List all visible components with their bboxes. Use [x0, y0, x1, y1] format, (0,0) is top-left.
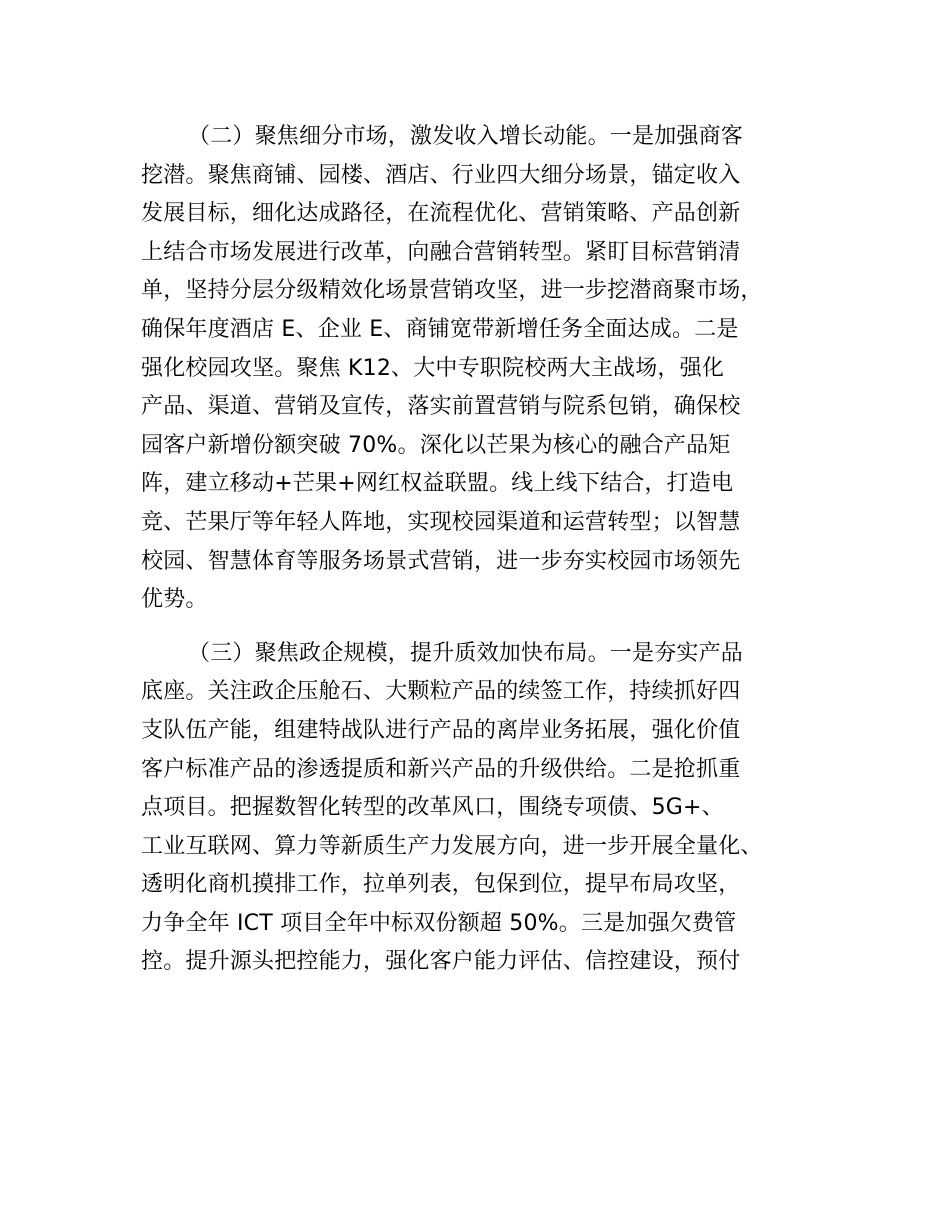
- text-line: 校园、智慧体育等服务场景式营销，进一步夯实校园市场领先: [141, 548, 741, 574]
- paragraph-spacer: [141, 620, 831, 635]
- text-line: 透明化商机摸排工作，拉单列表，包保到位，提早布局攻坚，: [141, 872, 741, 898]
- text-line: 控。提升源头把控能力，强化客户能力评估、信控建设，预付: [141, 949, 741, 975]
- text-line: 支队伍产能，组建特战队进行产品的离岸业务拓展，强化价值: [141, 717, 741, 743]
- text-line: 单，坚持分层分级精效化场景营销攻坚，进一步挖潜商聚市场，: [141, 278, 763, 304]
- text-line: 客户标准产品的渗透提质和新兴产品的升级供给。二是抢抓重: [141, 756, 741, 782]
- text-line: 强化校园攻坚。聚焦 K12、大中专职院校两大主战场，强化: [141, 355, 725, 381]
- text-line: 优势。: [141, 587, 208, 613]
- text-line: 产品、渠道、营销及宣传，落实前置营销与院系包销，确保校: [141, 394, 741, 420]
- text-line: （二）聚焦细分市场，激发收入增长动能。一是加强商客: [188, 124, 744, 149]
- text-line: 阵，建立移动+芒果+网红权益联盟。线上线下结合，打造电: [141, 471, 734, 497]
- text-line: 上结合市场发展进行改革，向融合营销转型。紧盯目标营销清: [141, 239, 741, 265]
- paragraph-government-enterprise: [141, 635, 831, 982]
- text-line: 确保年度酒店 E、企业 E、商铺宽带新增任务全面达成。二是: [141, 316, 739, 342]
- paragraph-segment-market: [141, 118, 831, 620]
- text-line: 底座。关注政企压舱石、大颗粒产品的续签工作，持续抓好四: [141, 679, 741, 705]
- text-line: 工业互联网、算力等新质生产力发展方向，进一步开展全量化、: [141, 833, 763, 859]
- text-line: 园客户新增份额突破 70%。深化以芒果为核心的融合产品矩: [141, 432, 731, 458]
- text-line: （三）聚焦政企规模，提升质效加快布局。一是夯实产品: [188, 640, 744, 666]
- document-body: [141, 118, 831, 982]
- text-line: 力争全年 ICT 项目全年中标双份额超 50%。三是加强欠费管: [141, 910, 737, 936]
- text-line: 挖潜。聚焦商铺、园楼、酒店、行业四大细分场景，锚定收入: [141, 162, 741, 188]
- text-line: 发展目标，细化达成路径，在流程优化、营销策略、产品创新: [141, 201, 741, 227]
- text-line: 点项目。把握数智化转型的改革风口，围绕专项债、5G+、: [141, 795, 724, 821]
- text-line: 竞、芒果厅等年轻人阵地，实现校园渠道和运营转型；以智慧: [141, 509, 741, 535]
